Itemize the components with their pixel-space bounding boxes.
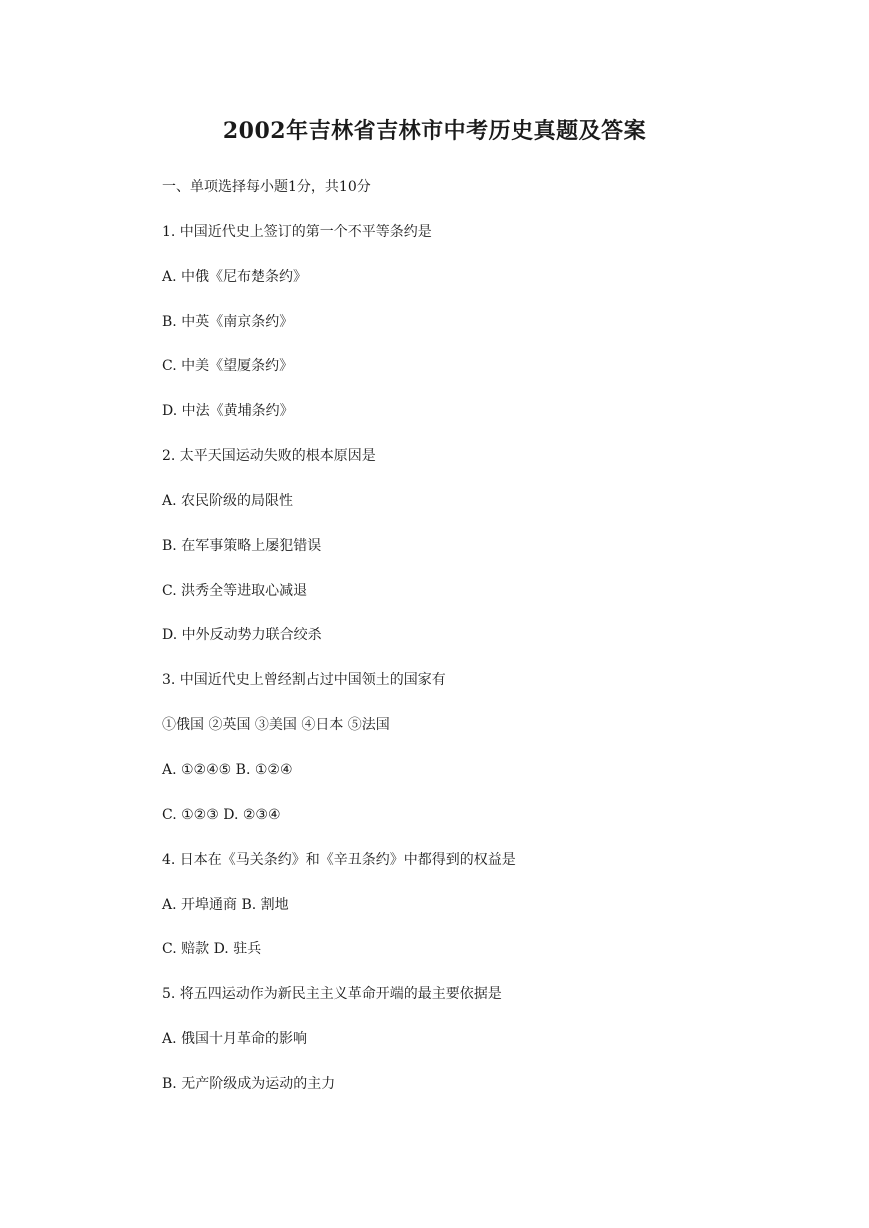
- question-4-stem: 4. 日本在《马关条约》和《辛丑条约》中都得到的权益是: [162, 851, 516, 868]
- question-5-option-b: B. 无产阶级成为运动的主力: [162, 1075, 336, 1092]
- question-2-option-d: D. 中外反动势力联合绞杀: [162, 627, 322, 644]
- question-3-options-cd: C. ①②③ D. ②③④: [162, 806, 281, 823]
- question-4-options-cd: C. 赔款 D. 驻兵: [162, 941, 262, 958]
- question-2-stem: 2. 太平天国运动失败的根本原因是: [162, 448, 376, 465]
- question-3-stem: 3. 中国近代史上曾经割占过中国领土的国家有: [162, 672, 446, 689]
- question-2-option-a: A. 农民阶级的局限性: [162, 492, 294, 509]
- section-heading: 一、单项选择每小题1分，共10分: [162, 179, 371, 195]
- question-3-options-ab: A. ①②④⑤ B. ①②④: [162, 761, 293, 778]
- question-5-stem: 5. 将五四运动作为新民主主义革命开端的最主要依据是: [162, 986, 502, 1003]
- question-3-choices: ①俄国 ②英国 ③美国 ④日本 ⑤法国: [162, 717, 390, 734]
- question-2-option-c: C. 洪秀全等进取心减退: [162, 582, 308, 599]
- question-list: [162, 175, 812, 1117]
- page-title: 2002年吉林省吉林市中考历史真题及答案: [222, 118, 647, 144]
- question-1-stem: 1. 中国近代史上签订的第一个不平等条约是: [162, 223, 432, 240]
- question-1-option-c: C. 中美《望厦条约》: [162, 358, 294, 375]
- question-1-option-b: B. 中英《南京条约》: [162, 313, 294, 330]
- question-1-option-d: D. 中法《黄埔条约》: [162, 403, 294, 420]
- question-4-options-ab: A. 开埠通商 B. 割地: [162, 896, 289, 913]
- question-1-option-a: A. 中俄《尼布楚条约》: [162, 268, 308, 285]
- question-5-option-a: A. 俄国十月革命的影响: [162, 1031, 308, 1048]
- question-2-option-b: B. 在军事策略上屡犯错误: [162, 537, 322, 554]
